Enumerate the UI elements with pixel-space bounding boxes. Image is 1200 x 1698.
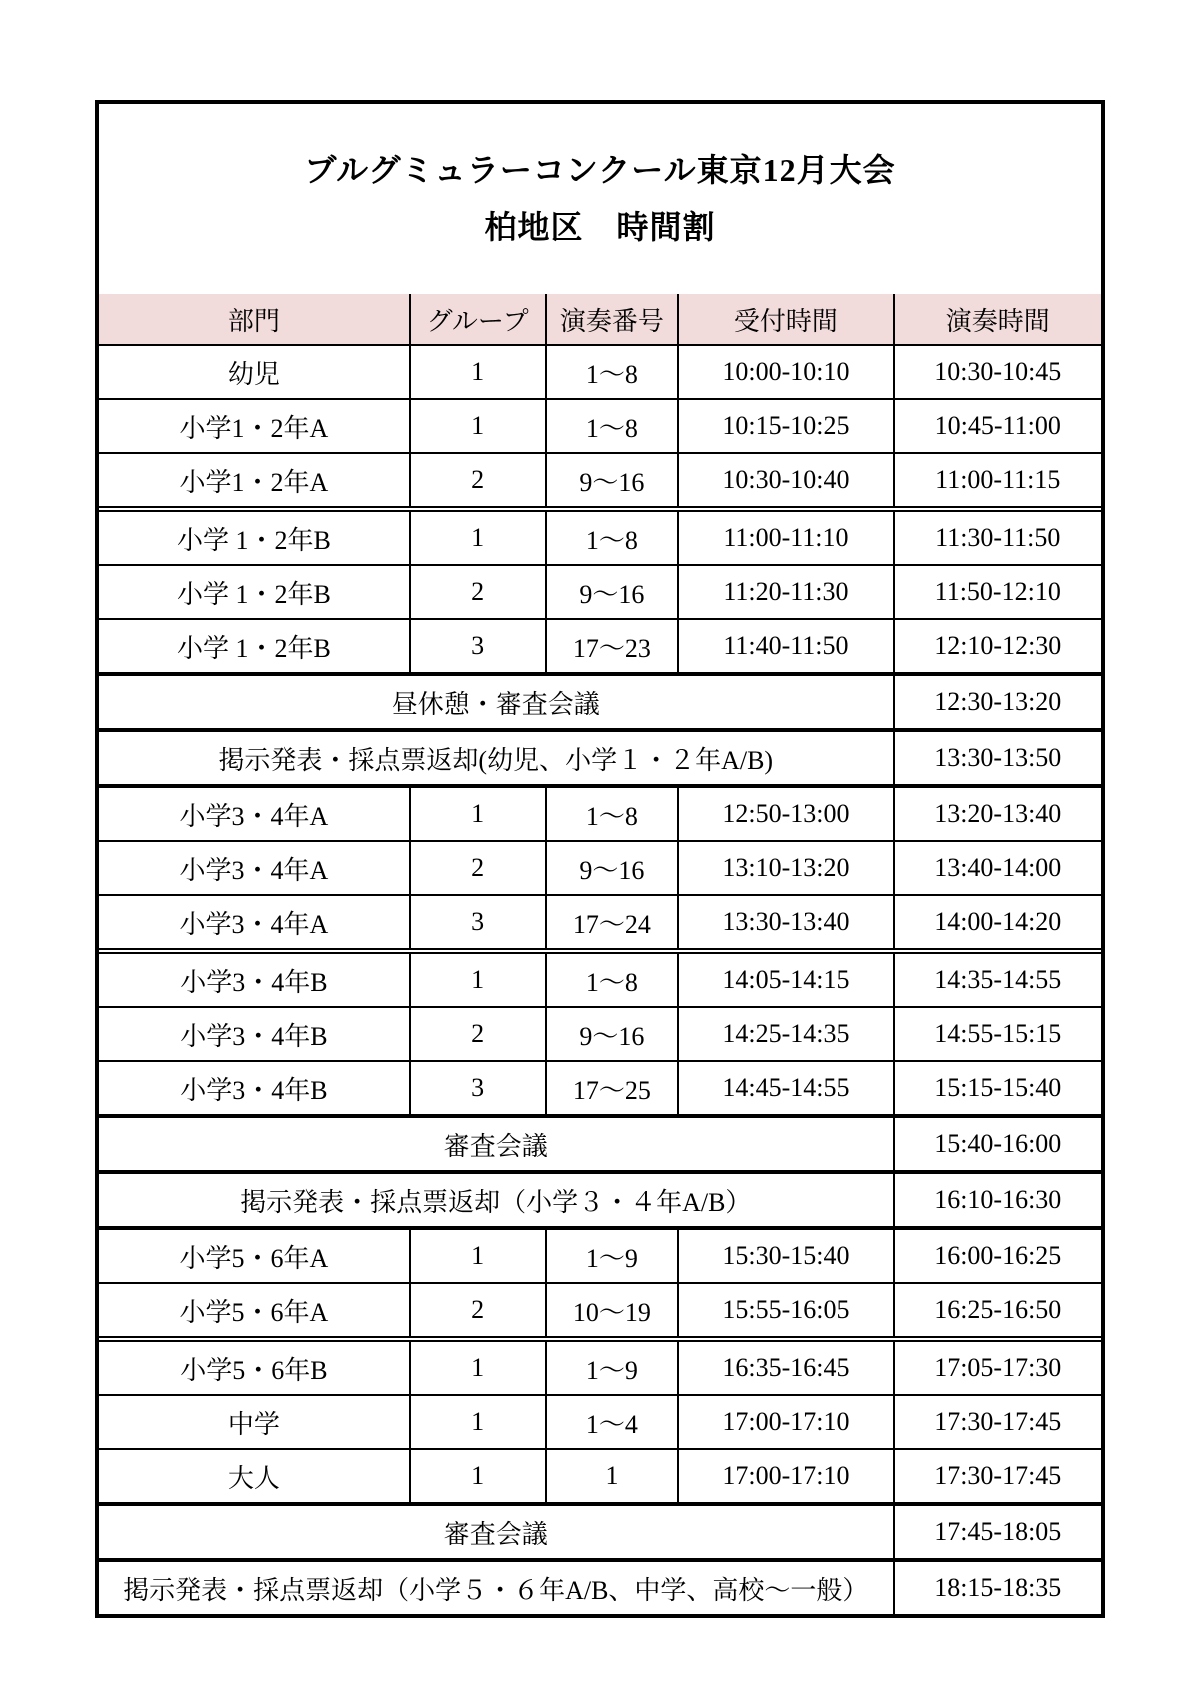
table-cell: 1 bbox=[410, 1449, 546, 1504]
table-cell: 11:40-11:50 bbox=[678, 619, 893, 674]
table-cell: 10:15-10:25 bbox=[678, 399, 893, 453]
time-cell: 17:45-18:05 bbox=[894, 1504, 1102, 1560]
table-cell: 3 bbox=[410, 895, 546, 951]
table-cell: 小学1・2年A bbox=[99, 453, 410, 509]
table-cell: 10:30-10:40 bbox=[678, 453, 893, 509]
table-cell: 16:25-16:50 bbox=[894, 1283, 1102, 1339]
table-row bbox=[99, 1007, 1101, 1061]
table-cell: 10:00-10:10 bbox=[678, 345, 893, 399]
time-cell: 13:30-13:50 bbox=[894, 730, 1102, 786]
table-cell: 2 bbox=[410, 1007, 546, 1061]
table-cell: 17:30-17:45 bbox=[894, 1449, 1102, 1504]
header-cell: 受付時間 bbox=[678, 294, 893, 345]
table-row bbox=[99, 1061, 1101, 1116]
table-cell: 小学3・4年A bbox=[99, 841, 410, 895]
table-cell: 10:45-11:00 bbox=[894, 399, 1102, 453]
table-cell: 1 bbox=[410, 951, 546, 1007]
merged-label-cell: 掲示発表・採点票返却（小学３・４年A/B） bbox=[99, 1172, 894, 1228]
table-cell: 3 bbox=[410, 1061, 546, 1116]
table-row bbox=[99, 786, 1101, 841]
table-cell: 2 bbox=[410, 565, 546, 619]
table-cell: 9～16 bbox=[546, 841, 679, 895]
table-cell: 11:00-11:10 bbox=[678, 509, 893, 565]
merged-label-cell: 昼休憩・審査会議 bbox=[99, 674, 894, 730]
table-row bbox=[99, 1228, 1101, 1283]
table-cell: 小学3・4年B bbox=[99, 951, 410, 1007]
header-cell: グループ bbox=[410, 294, 546, 345]
table-row bbox=[99, 841, 1101, 895]
header-cell: 部門 bbox=[99, 294, 410, 345]
table-row bbox=[99, 1449, 1101, 1504]
table-cell: 14:00-14:20 bbox=[894, 895, 1102, 951]
table-row bbox=[99, 895, 1101, 951]
table-cell: 13:10-13:20 bbox=[678, 841, 893, 895]
table-cell: 2 bbox=[410, 453, 546, 509]
table-row bbox=[99, 1339, 1101, 1395]
table-cell: 小学3・4年B bbox=[99, 1061, 410, 1116]
table-row bbox=[99, 565, 1101, 619]
table-cell: 17:00-17:10 bbox=[678, 1395, 893, 1449]
title-area bbox=[99, 104, 1101, 294]
merged-row bbox=[99, 730, 1101, 786]
merged-row bbox=[99, 1504, 1101, 1560]
merged-row bbox=[99, 1116, 1101, 1172]
table-row bbox=[99, 509, 1101, 565]
time-cell: 12:30-13:20 bbox=[894, 674, 1102, 730]
table-cell: 17～23 bbox=[546, 619, 679, 674]
table-cell: 11:00-11:15 bbox=[894, 453, 1102, 509]
merged-row bbox=[99, 674, 1101, 730]
table-cell: 17:30-17:45 bbox=[894, 1395, 1102, 1449]
header-row bbox=[99, 294, 1101, 345]
table-cell: 11:20-11:30 bbox=[678, 565, 893, 619]
table-cell: 9～16 bbox=[546, 453, 679, 509]
table-cell: 幼児 bbox=[99, 345, 410, 399]
header-cell: 演奏時間 bbox=[894, 294, 1102, 345]
table-cell: 小学1・2年A bbox=[99, 399, 410, 453]
merged-label-cell: 掲示発表・採点票返却（小学５・６年A/B、中学、高校～一般） bbox=[99, 1560, 894, 1614]
table-cell: 13:30-13:40 bbox=[678, 895, 893, 951]
table-cell: 1～9 bbox=[546, 1339, 679, 1395]
table-cell: 1 bbox=[410, 399, 546, 453]
table-cell: 9～16 bbox=[546, 1007, 679, 1061]
table-cell: 2 bbox=[410, 1283, 546, 1339]
time-cell: 16:10-16:30 bbox=[894, 1172, 1102, 1228]
table-row bbox=[99, 619, 1101, 674]
table-cell: 9～16 bbox=[546, 565, 679, 619]
merged-label-cell: 掲示発表・採点票返却(幼児、小学１・２年A/B) bbox=[99, 730, 894, 786]
merged-label-cell: 審査会議 bbox=[99, 1504, 894, 1560]
table-cell: 15:15-15:40 bbox=[894, 1061, 1102, 1116]
table-cell: 小学 1・2年B bbox=[99, 565, 410, 619]
timetable-header bbox=[99, 294, 1101, 345]
table-cell: 1～4 bbox=[546, 1395, 679, 1449]
table-row bbox=[99, 345, 1101, 399]
table-cell: 1～8 bbox=[546, 509, 679, 565]
table-cell: 1 bbox=[410, 786, 546, 841]
table-cell: 17～25 bbox=[546, 1061, 679, 1116]
table-cell: 小学 1・2年B bbox=[99, 509, 410, 565]
table-row bbox=[99, 1283, 1101, 1339]
merged-row bbox=[99, 1560, 1101, 1614]
table-cell: 1～8 bbox=[546, 399, 679, 453]
timetable-body bbox=[99, 345, 1101, 1614]
table-cell: 14:35-14:55 bbox=[894, 951, 1102, 1007]
table-cell: 小学 1・2年B bbox=[99, 619, 410, 674]
merged-row bbox=[99, 1172, 1101, 1228]
table-cell: 1 bbox=[410, 1395, 546, 1449]
table-cell: 12:10-12:30 bbox=[894, 619, 1102, 674]
table-cell: 10:30-10:45 bbox=[894, 345, 1102, 399]
table-cell: 16:35-16:45 bbox=[678, 1339, 893, 1395]
table-cell: 15:30-15:40 bbox=[678, 1228, 893, 1283]
table-cell: 14:05-14:15 bbox=[678, 951, 893, 1007]
table-row bbox=[99, 453, 1101, 509]
table-cell: 14:55-15:15 bbox=[894, 1007, 1102, 1061]
table-cell: 13:20-13:40 bbox=[894, 786, 1102, 841]
table-cell: 1 bbox=[410, 345, 546, 399]
table-cell: 小学3・4年A bbox=[99, 895, 410, 951]
table-cell: 中学 bbox=[99, 1395, 410, 1449]
table-cell: 1 bbox=[410, 509, 546, 565]
table-cell: 1 bbox=[410, 1339, 546, 1395]
table-cell: 1～9 bbox=[546, 1228, 679, 1283]
timetable bbox=[99, 294, 1101, 1614]
table-cell: 15:55-16:05 bbox=[678, 1283, 893, 1339]
table-cell: 14:25-14:35 bbox=[678, 1007, 893, 1061]
timetable-document bbox=[95, 100, 1105, 1618]
table-cell: 小学5・6年A bbox=[99, 1283, 410, 1339]
table-cell: 小学5・6年A bbox=[99, 1228, 410, 1283]
table-cell: 1 bbox=[546, 1449, 679, 1504]
header-cell: 演奏番号 bbox=[546, 294, 679, 345]
table-cell: 小学3・4年B bbox=[99, 1007, 410, 1061]
table-cell: 11:30-11:50 bbox=[894, 509, 1102, 565]
table-cell: 大人 bbox=[99, 1449, 410, 1504]
merged-label-cell: 審査会議 bbox=[99, 1116, 894, 1172]
time-cell: 15:40-16:00 bbox=[894, 1116, 1102, 1172]
time-cell: 18:15-18:35 bbox=[894, 1560, 1102, 1614]
table-cell: 13:40-14:00 bbox=[894, 841, 1102, 895]
table-row bbox=[99, 951, 1101, 1007]
table-cell: 16:00-16:25 bbox=[894, 1228, 1102, 1283]
table-cell: 14:45-14:55 bbox=[678, 1061, 893, 1116]
table-cell: 1 bbox=[410, 1228, 546, 1283]
table-cell: 11:50-12:10 bbox=[894, 565, 1102, 619]
table-cell: 1～8 bbox=[546, 345, 679, 399]
table-cell: 17:05-17:30 bbox=[894, 1339, 1102, 1395]
table-cell: 2 bbox=[410, 841, 546, 895]
table-cell: 17:00-17:10 bbox=[678, 1449, 893, 1504]
table-cell: 17～24 bbox=[546, 895, 679, 951]
district-subtitle: 柏地区 時間割 bbox=[484, 209, 716, 245]
table-row bbox=[99, 1395, 1101, 1449]
table-cell: 小学5・6年B bbox=[99, 1339, 410, 1395]
table-cell: 12:50-13:00 bbox=[678, 786, 893, 841]
event-title: ブルグミュラーコンクール東京12月大会 bbox=[304, 151, 896, 188]
table-cell: 小学3・4年A bbox=[99, 786, 410, 841]
table-cell: 1～8 bbox=[546, 786, 679, 841]
table-cell: 10～19 bbox=[546, 1283, 679, 1339]
table-row bbox=[99, 399, 1101, 453]
table-cell: 3 bbox=[410, 619, 546, 674]
table-cell: 1～8 bbox=[546, 951, 679, 1007]
